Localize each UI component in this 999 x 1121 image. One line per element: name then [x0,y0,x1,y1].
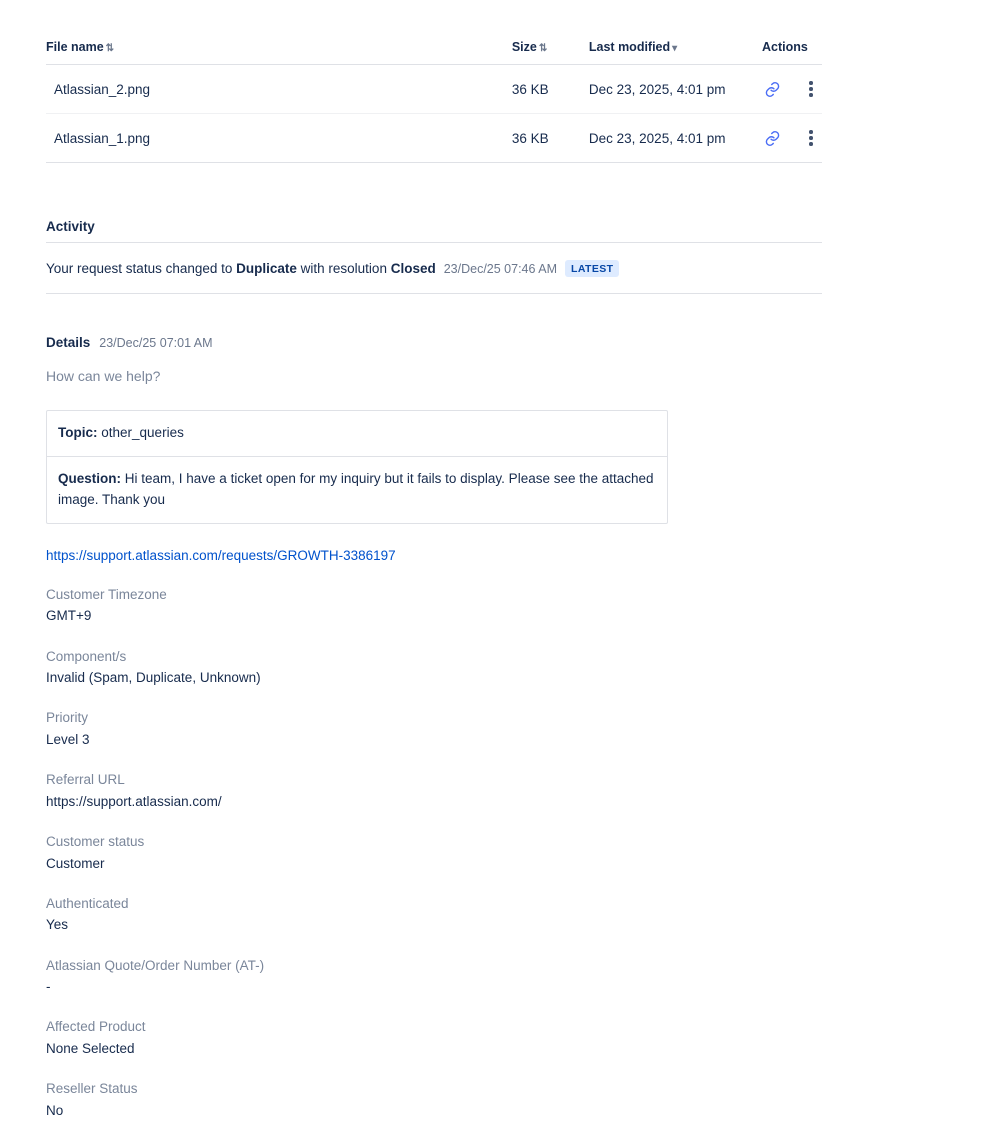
field-value: Invalid (Spam, Duplicate, Unknown) [46,670,261,686]
table-row [46,65,822,114]
question-label: Question: [58,470,121,486]
more-actions-icon[interactable] [800,78,822,100]
column-header-actions-label: Actions [761,40,808,54]
activity-status: Duplicate [236,261,297,276]
field-quote-order-number [46,956,836,998]
content-column [46,40,836,1121]
field-customer-timezone [46,585,836,627]
field-label: Customer status [46,834,145,850]
question-value: Hi team, I have a ticket open for my inquiry but it fails to display. Please see the attached image. Thank you [58,470,654,507]
field-reseller-status [46,1079,836,1121]
topic-value: other_queries [101,425,184,440]
column-header-last-modified-label: Last modified [588,40,671,54]
field-label: Referral URL [46,772,125,788]
activity-entry-text [46,261,436,276]
sort-icon: ⇅ [538,43,548,54]
field-value: https://support.atlassian.com/ [46,793,222,809]
column-header-size[interactable] [512,40,589,65]
column-header-file-name-label: File name [46,40,104,54]
copy-link-icon[interactable] [762,78,784,100]
topic-row [47,411,667,457]
activity-heading: Activity [46,219,95,234]
field-value: None Selected [46,1041,135,1057]
field-label: Component/s [46,648,127,664]
details-timestamp: 23/Dec/25 07:01 AM [99,336,213,350]
attachment-file-name[interactable]: Atlassian_1.png [54,130,151,146]
request-summary-box [46,410,668,524]
field-label: Reseller Status [46,1081,138,1097]
attachments-table-body [46,65,822,163]
field-label: Affected Product [46,1019,146,1035]
question-row [47,457,667,523]
sort-ascending-icon: ⇅ [105,43,115,54]
attachment-name-cell [46,65,512,114]
column-header-last-modified[interactable] [589,40,762,65]
details-heading [46,335,836,350]
activity-prefix: Your request status changed to [46,261,237,276]
more-actions-icon[interactable] [800,127,822,149]
activity-middle: with resolution [296,261,391,276]
activity-timestamp: 23/Dec/25 07:46 AM [443,261,557,276]
attachment-name-cell [46,114,512,163]
attachment-file-name[interactable]: Atlassian_2.png [54,81,151,97]
column-header-size-label: Size [511,40,537,54]
field-components [46,647,836,689]
table-row [46,114,822,163]
request-link[interactable]: https://support.atlassian.com/requests/GROWTH-3386197 [46,547,396,563]
details-title: Details [46,335,91,350]
field-value: Customer [46,855,105,871]
copy-link-icon[interactable] [762,127,784,149]
attachment-size-cell: 36 KB [512,65,589,114]
column-header-file-name[interactable] [46,40,512,65]
field-value: - [46,979,51,995]
sort-descending-icon: ▾ [672,43,678,54]
field-affected-product [46,1017,836,1059]
details-prompt: How can we help? [46,368,161,384]
column-header-actions [762,40,822,65]
field-label: Atlassian Quote/Order Number (AT-) [46,957,265,973]
kebab-icon [809,130,813,146]
status-badge: LATEST [565,260,619,277]
field-value: Level 3 [46,731,90,747]
table-header-row [46,40,822,65]
attachment-actions-cell [762,114,822,163]
field-value: Yes [46,917,69,933]
field-value: No [46,1102,64,1118]
attachment-actions-cell [762,65,822,114]
field-customer-status [46,832,836,874]
attachment-modified-cell: Dec 23, 2025, 4:01 pm [589,114,762,163]
field-label: Customer Timezone [46,586,167,602]
attachments-table [46,40,822,163]
attachments-table-header [46,40,822,65]
field-label: Authenticated [46,895,129,911]
attachment-size-cell: 36 KB [512,114,589,163]
field-value: GMT+9 [46,608,92,624]
field-referral-url [46,770,836,812]
activity-resolution: Closed [390,261,436,276]
kebab-icon [809,81,813,97]
topic-label: Topic: [58,425,98,440]
attachment-modified-cell: Dec 23, 2025, 4:01 pm [589,65,762,114]
field-authenticated [46,894,836,936]
field-label: Priority [46,710,89,726]
activity-entry [46,243,822,294]
field-priority [46,708,836,750]
